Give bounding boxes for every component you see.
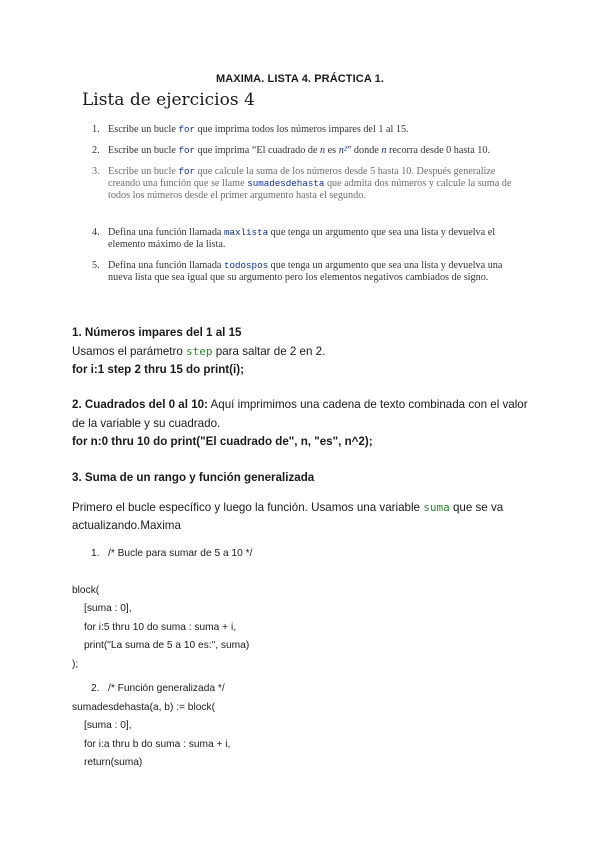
exercise-list-image — [72, 88, 522, 284]
document-title: MAXIMA. LISTA 4. PRÁCTICA 1. — [215, 73, 384, 85]
code-line: return(suma) — [84, 757, 143, 768]
section-1-heading: 1. Números impares del 1 al 15 — [72, 326, 242, 339]
code-block-function — [72, 680, 230, 773]
exercise-item: 5. Defina una función llamada todospos que tenga un argumento que sea una lista y devuelva una nueva lista que sea igual que su argumento pero los elementos negativos cambiados de signo. — [92, 260, 503, 283]
section-2-heading: 2. Cuadrados del 0 al 10: — [72, 398, 208, 411]
section-2 — [72, 396, 542, 452]
section-2-text: 2. Cuadrados del 0 al 10: Aquí imprimimos una cadena de texto combinada con el valor de la variable y su cuadrado. — [72, 398, 528, 430]
code-line: for i:a thru b do suma : suma + i, — [84, 738, 231, 750]
code-list-item: 1. /* Bucle para sumar de 5 a 10 */ — [91, 548, 253, 559]
code-line: [suma : 0], — [84, 603, 132, 614]
section-3 — [72, 469, 542, 536]
code-line: sumadesdehasta(a, b) := block( — [72, 701, 215, 713]
code-block-loop — [72, 545, 252, 674]
code-line: print("La suma de 5 a 10 es:", suma) — [84, 640, 250, 651]
exercise-item: 2. Escribe un bucle for que imprima “El cuadrado de n es n²” donde n recorra desde 0 hasta 10. — [92, 145, 490, 156]
code-line: [suma : 0], — [84, 720, 132, 731]
exercise-item: 4. Defina una función llamada maxlista que tenga un argumento que sea una lista y devuelva el elemento máximo de la lista. — [92, 227, 496, 250]
section-3-text: Primero el bucle específico y luego la función. Usamos una variable suma que se va actualizando.Maxima — [72, 500, 504, 532]
section-2-code: for n:0 thru 10 do print("El cuadrado de", n, "es", n^2); — [72, 435, 373, 448]
exercise-list-heading: Lista de ejercicios 4 — [82, 90, 255, 110]
exercise-item: 3. Escribe un bucle for que calcule la suma de los números desde 5 hasta 10. Después generalize creando una función que se llame sumadesdehasta que admita dos números y calcule la suma de todos los números desde el primer argumento hasta el segundo. — [92, 166, 512, 201]
section-3-heading: 3. Suma de un rango y función generalizada — [72, 471, 315, 484]
exercise-item: 1. Escribe un bucle for que imprima todos los números impares del 1 al 15. — [92, 124, 409, 135]
exercise-list — [72, 124, 522, 284]
section-1-code: for i:1 step 2 thru 15 do print(i); — [72, 363, 244, 376]
code-line: for i:5 thru 10 do suma : suma + i, — [84, 621, 237, 633]
code-line: ); — [72, 658, 79, 670]
section-1 — [72, 324, 542, 380]
section-1-text: Usamos el parámetro step para saltar de 2 en 2. — [72, 344, 326, 358]
code-line: block( — [72, 584, 100, 596]
code-list-item: 2. /* Función generalizada */ — [91, 683, 225, 694]
